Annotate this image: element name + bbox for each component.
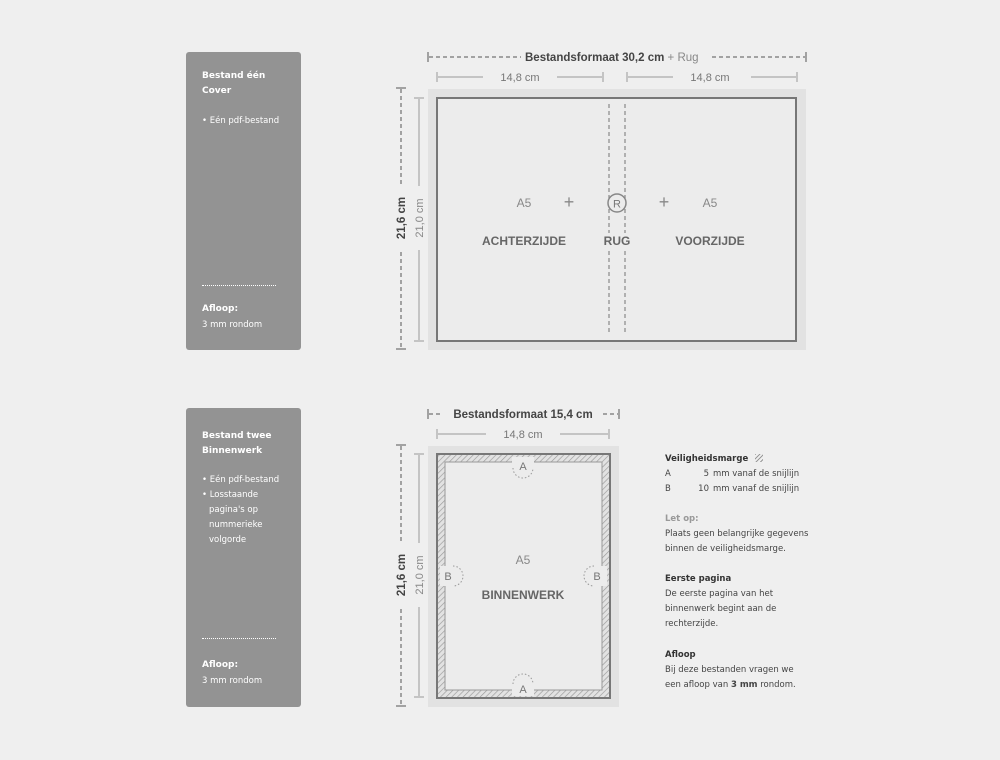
cover-total-label: Bestandsformaat 30,2 cm + Rug (525, 52, 699, 64)
cover-afloop-label: Afloop: (202, 304, 239, 314)
inner-a5: A5 (515, 553, 531, 567)
cover-afloop-value: 3 mm rondom (202, 320, 263, 330)
list-item: • Eén pdf-bestand (202, 475, 280, 485)
letop-line: binnen de veiligheidsmarge. (665, 544, 786, 554)
safety-row-text: mm vanaf de snijlijn (713, 469, 800, 479)
first-page-line: binnenwerk begint aan de (665, 604, 777, 614)
label-achterzijde: ACHTERZIJDE (481, 234, 567, 248)
afloop-line-bold: 3 mm (730, 680, 758, 690)
label-binnenwerk: BINNENWERK (481, 588, 565, 602)
inner-diagram (396, 409, 619, 707)
afloop-line-pre: een afloop van (665, 680, 729, 690)
letop-title: Let op: (665, 514, 699, 524)
safety-row (665, 467, 845, 482)
inner-afloop-label: Afloop: (202, 660, 239, 670)
plus-icon: + (658, 192, 670, 212)
cover-diagram (396, 52, 806, 350)
inner-height-outer-label: 21,6 cm (396, 553, 408, 597)
list-item: nummerieke (209, 520, 263, 530)
plus-icon: + (563, 192, 575, 212)
hatch-icon (755, 454, 763, 462)
first-page-info (665, 572, 845, 632)
marker-b-right: B (593, 571, 601, 583)
inner-width-label: 14,8 cm (503, 429, 543, 441)
first-page-line: De eerste pagina van het (665, 589, 774, 599)
afloop-line: Bij deze bestanden vragen we (665, 665, 794, 675)
rug-symbol: R (613, 198, 621, 211)
marker-a-bottom: A (519, 684, 527, 696)
afloop-line-post: rondom. (760, 680, 796, 690)
cover-a5-left: A5 (516, 196, 532, 210)
afloop-line (665, 678, 845, 693)
cover-card-subtitle: Cover (202, 86, 232, 96)
afloop-info (665, 648, 845, 693)
safety-row-number: 5 (703, 469, 709, 479)
list-item: • Eén pdf-bestand (202, 116, 280, 126)
safety-title (665, 452, 845, 467)
list-item: pagina's op (209, 505, 259, 515)
inner-height-inner-label: 21,0 cm (414, 555, 426, 595)
afloop-title: Afloop (665, 650, 696, 660)
inner-card-subtitle: Binnenwerk (202, 446, 263, 456)
cover-height-outer-label: 21,6 cm (396, 196, 408, 240)
inner-afloop-value: 3 mm rondom (202, 676, 263, 686)
inner-card-title: Bestand twee (202, 431, 272, 441)
label-voorzijde: VOORZIJDE (675, 234, 745, 248)
label-rug: RUG (603, 234, 631, 248)
cover-a5-right: A5 (702, 196, 718, 210)
inner-total-label: Bestandsformaat 15,4 cm (453, 409, 593, 421)
first-page-title: Eerste pagina (665, 574, 732, 584)
safety-row-text: mm vanaf de snijlijn (713, 484, 800, 494)
safety-row-key: B (665, 484, 671, 494)
safety-title-text: Veiligheidsmarge (665, 454, 749, 464)
list-item: volgorde (209, 535, 247, 545)
cover-width-left-label: 14,8 cm (500, 72, 540, 84)
marker-a-top: A (519, 461, 527, 473)
safety-row-key: A (665, 469, 671, 479)
letop-line: Plaats geen belangrijke gegevens (665, 529, 809, 539)
list-item: • Losstaande (202, 490, 259, 500)
safety-row-number: 10 (698, 484, 709, 494)
marker-b-left: B (444, 571, 452, 583)
inner-safe-area (445, 462, 602, 690)
first-page-line: rechterzijde. (665, 619, 719, 629)
cover-width-right-label: 14,8 cm (690, 72, 730, 84)
cover-height-inner-label: 21,0 cm (414, 198, 426, 238)
cover-trim-box (437, 98, 796, 341)
cover-card-title: Bestand één (202, 71, 266, 81)
safety-row (665, 482, 845, 497)
letop-info (665, 512, 845, 557)
safety-info (665, 452, 845, 497)
